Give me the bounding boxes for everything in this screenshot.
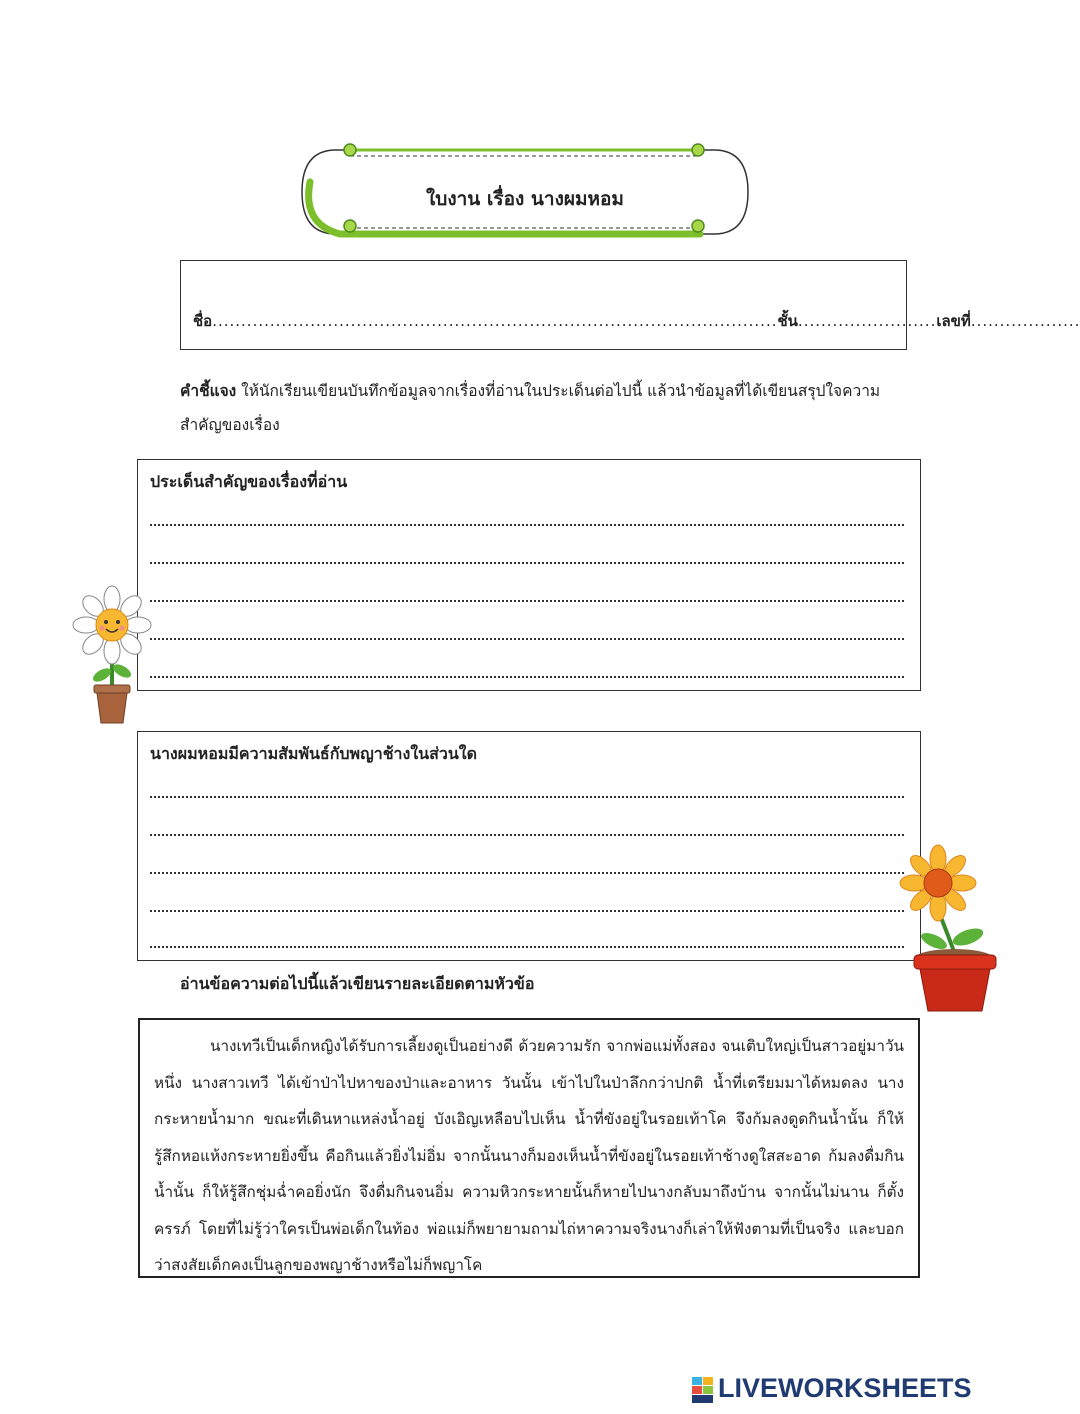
answer-line[interactable] <box>150 638 904 640</box>
passage-box <box>138 1018 920 1278</box>
answer-line[interactable] <box>150 524 904 526</box>
question2-box <box>137 731 921 961</box>
logo-mark-icon <box>692 1377 714 1403</box>
question1-box <box>137 459 921 691</box>
number-label: เลขที่ <box>936 312 971 330</box>
answer-line[interactable] <box>150 562 904 564</box>
number-field[interactable]: ................... <box>970 312 1080 330</box>
answer-line[interactable] <box>150 872 904 874</box>
passage-text: นางเทวีเป็นเด็กหญิงได้รับการเลี้ยงดูเป็นอย่างดี ด้วยความรัก จากพ่อแม่ทั้งสอง จนเติบใหญ่เป็นสาวอยู่มาวันหนึ่ง นางสาวเทวี ได้เข้าป่าไปหาของป่าและอาหาร วันนั้น เข้าไปในป่าลึกกว่าปกติ น้ำที่เตรียมมาได้หมดลง นางกระหายน้ำมาก ขณะที่เดินหาแหล่งน้ำอยู่ บังเอิญเหลือบไปเห็น น้ำที่ขังอยู่ในรอยเท้าโค จึงก้มลงดูดกินน้ำนั้น ก็ให้รู้สึกหอแห้งกระหายยิ่งขึ้น คือกินแล้วยิ่งไม่อิ่ม จากนั้นนางก็มองเห็นน้ำที่ขังอยู่ในรอยเท้าช้างดูใสสะอาด ก้มลงดื่มกินน้ำนั้น ก็ให้รู้สึกชุ่มฉ่ำคอยิ่งนัก จึงดื่มกินจนอิ่ม ความหิวกระหายนั้นก็หายไปนางกลับมาถึงบ้าน จากนั้นไม่นาน ก็ตั้งครรภ์ โดยที่ไม่รู้ว่าใครเป็นพ่อเด็กในท้อง พ่อแม่ก็พยายามถามไถ่หาความจริงนางก็เล่าให้ฟังตามที่เป็นจริง และบอกว่าสงสัยเด็กคงเป็นลูกของพญาช้างหรือไม่ก็พญาโค <box>154 1037 904 1274</box>
class-label: ชั้น <box>777 312 798 330</box>
instructions-label: คำชี้แจง <box>180 382 237 400</box>
class-field[interactable]: ........................ <box>797 312 937 330</box>
answer-line[interactable] <box>150 796 904 798</box>
logo-text: LIVEWORKSHEETS <box>718 1373 972 1403</box>
instructions-text: ให้นักเรียนเขียนบันทึกข้อมูลจากเรื่องที่อ่านในประเด็นต่อไปนี้ แล้วนำข้อมูลที่ได้เขียนสรุปใจความสำคัญของเรื่อง <box>180 382 881 434</box>
answer-line[interactable] <box>150 600 904 602</box>
answer-line[interactable] <box>150 676 904 678</box>
daisy-flower-icon <box>68 585 156 727</box>
answer-line[interactable] <box>150 834 904 836</box>
name-label: ชื่อ <box>193 312 213 330</box>
question2-heading: นางผมหอมมีความสัมพันธ์กับพญาช้างในส่วนใด <box>150 744 477 763</box>
question1-heading: ประเด็นสำคัญของเรื่องที่อ่าน <box>150 472 348 491</box>
worksheet-title: ใบงาน เรื่อง นางผมหอม <box>426 188 624 210</box>
liveworksheets-logo <box>692 1373 992 1405</box>
sunflower-icon <box>898 845 1002 1015</box>
answer-line[interactable] <box>150 946 904 948</box>
reading-heading: อ่านข้อความต่อไปนี้แล้วเขียนรายละเอียดตามหัวข้อ <box>180 974 535 993</box>
student-info-line <box>193 309 1080 333</box>
answer-line[interactable] <box>150 910 904 912</box>
name-field[interactable]: .................................................................................................. <box>212 312 778 330</box>
student-info-box <box>180 260 1080 350</box>
instructions <box>180 374 900 442</box>
